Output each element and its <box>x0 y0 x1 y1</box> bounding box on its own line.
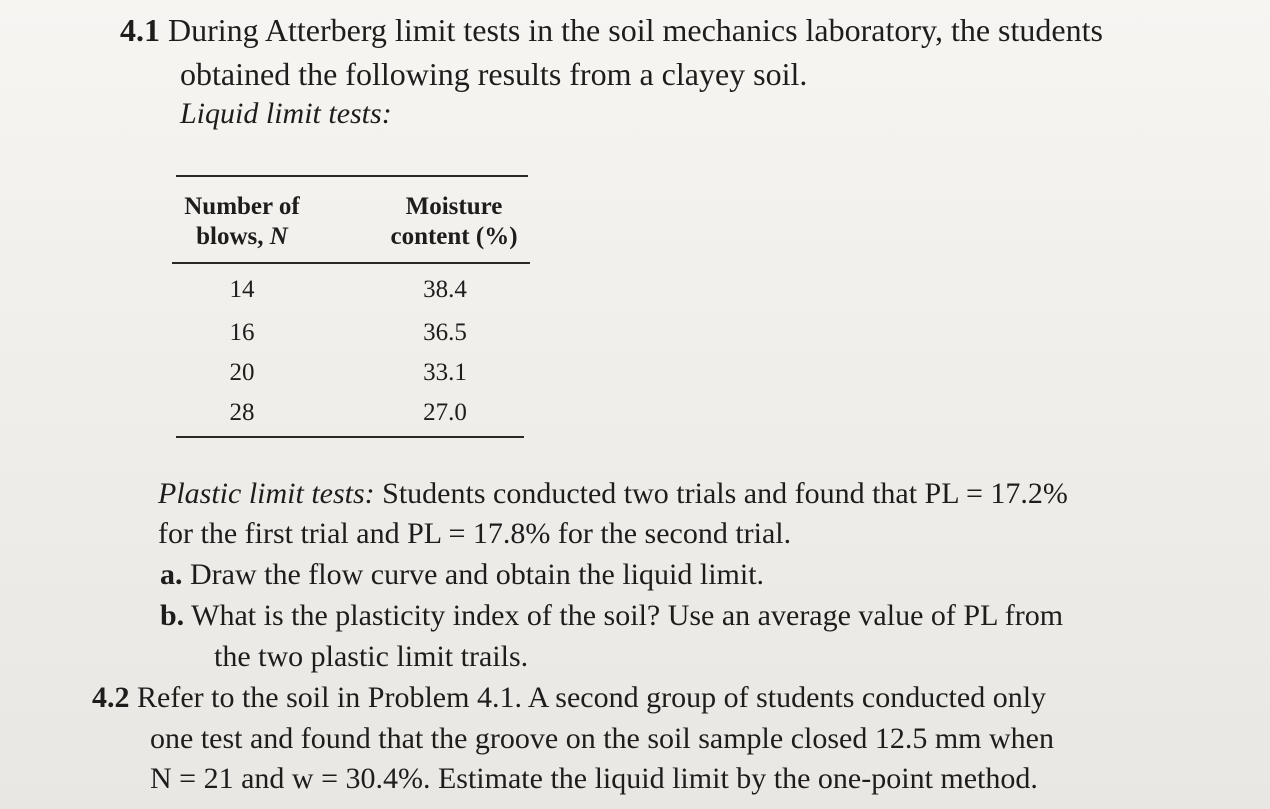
table-header-moisture <box>364 192 544 252</box>
question-b-label: b. <box>160 599 185 632</box>
problem-4-2-line-2: one test and found that the groove on the soil sample closed 12.5 mm when <box>150 722 1054 755</box>
table-top-rule <box>176 175 528 177</box>
plastic-limit-line-2: for the first trial and PL = 17.8% for the second trial. <box>158 517 792 550</box>
problem-4-1-line-2: obtained the following results from a clayey soil. <box>180 56 808 92</box>
plastic-limit-heading: Plastic limit tests: <box>158 477 375 510</box>
table-header-blows-line2 <box>152 222 332 252</box>
problem-4-2-line-3: N = 21 and w = 30.4%. Estimate the liquid limit by the one-point method. <box>150 762 1038 795</box>
table-cell-moisture: 27.0 <box>423 399 467 426</box>
table-header-blows <box>152 192 332 252</box>
table-header-moisture-line2: content (%) <box>390 223 518 250</box>
question-a-label: a. <box>160 558 183 591</box>
problem-4-2-line-1 <box>92 680 1046 716</box>
problem-4-1-line-1 <box>120 12 1103 48</box>
table-cell-blows: 14 <box>229 276 255 303</box>
table-cell-blows: 28 <box>229 399 255 426</box>
table-header-blows-var: N <box>269 223 288 250</box>
table-header-blows-line2-text: blows, <box>196 223 270 250</box>
liquid-limit-heading: Liquid limit tests: <box>180 97 392 130</box>
question-a <box>160 557 764 593</box>
question-b <box>160 598 1063 634</box>
table-cell-moisture: 33.1 <box>423 359 467 386</box>
table-cell-blows: 20 <box>229 359 255 386</box>
problem-4-1-number: 4.1 <box>120 12 160 48</box>
table-cell-blows: 16 <box>229 319 255 346</box>
table-header-blows-line1: Number of <box>184 193 300 220</box>
table-bottom-rule <box>176 436 524 438</box>
table-header-moisture-line1: Moisture <box>405 193 503 220</box>
question-a-text: Draw the flow curve and obtain the liquid limit. <box>190 558 765 591</box>
table-header-rule <box>172 262 530 264</box>
question-b-line-2: the two plastic limit trails. <box>214 640 529 673</box>
question-b-text: What is the plasticity index of the soil? Use an average value of PL from <box>191 599 1064 632</box>
problem-4-2-text-1: Refer to the soil in Problem 4.1. A second group of students conducted only <box>137 681 1047 714</box>
table-cell-moisture: 36.5 <box>423 319 467 346</box>
plastic-limit-text-1: Students conducted two trials and found that PL = 17.2% <box>382 477 1068 510</box>
problem-4-2-number: 4.2 <box>92 681 130 714</box>
problem-4-1-text-1: During Atterberg limit tests in the soil mechanics laboratory, the students <box>168 12 1103 48</box>
plastic-limit-line-1 <box>158 476 1068 512</box>
table-cell-moisture: 38.4 <box>423 276 467 303</box>
